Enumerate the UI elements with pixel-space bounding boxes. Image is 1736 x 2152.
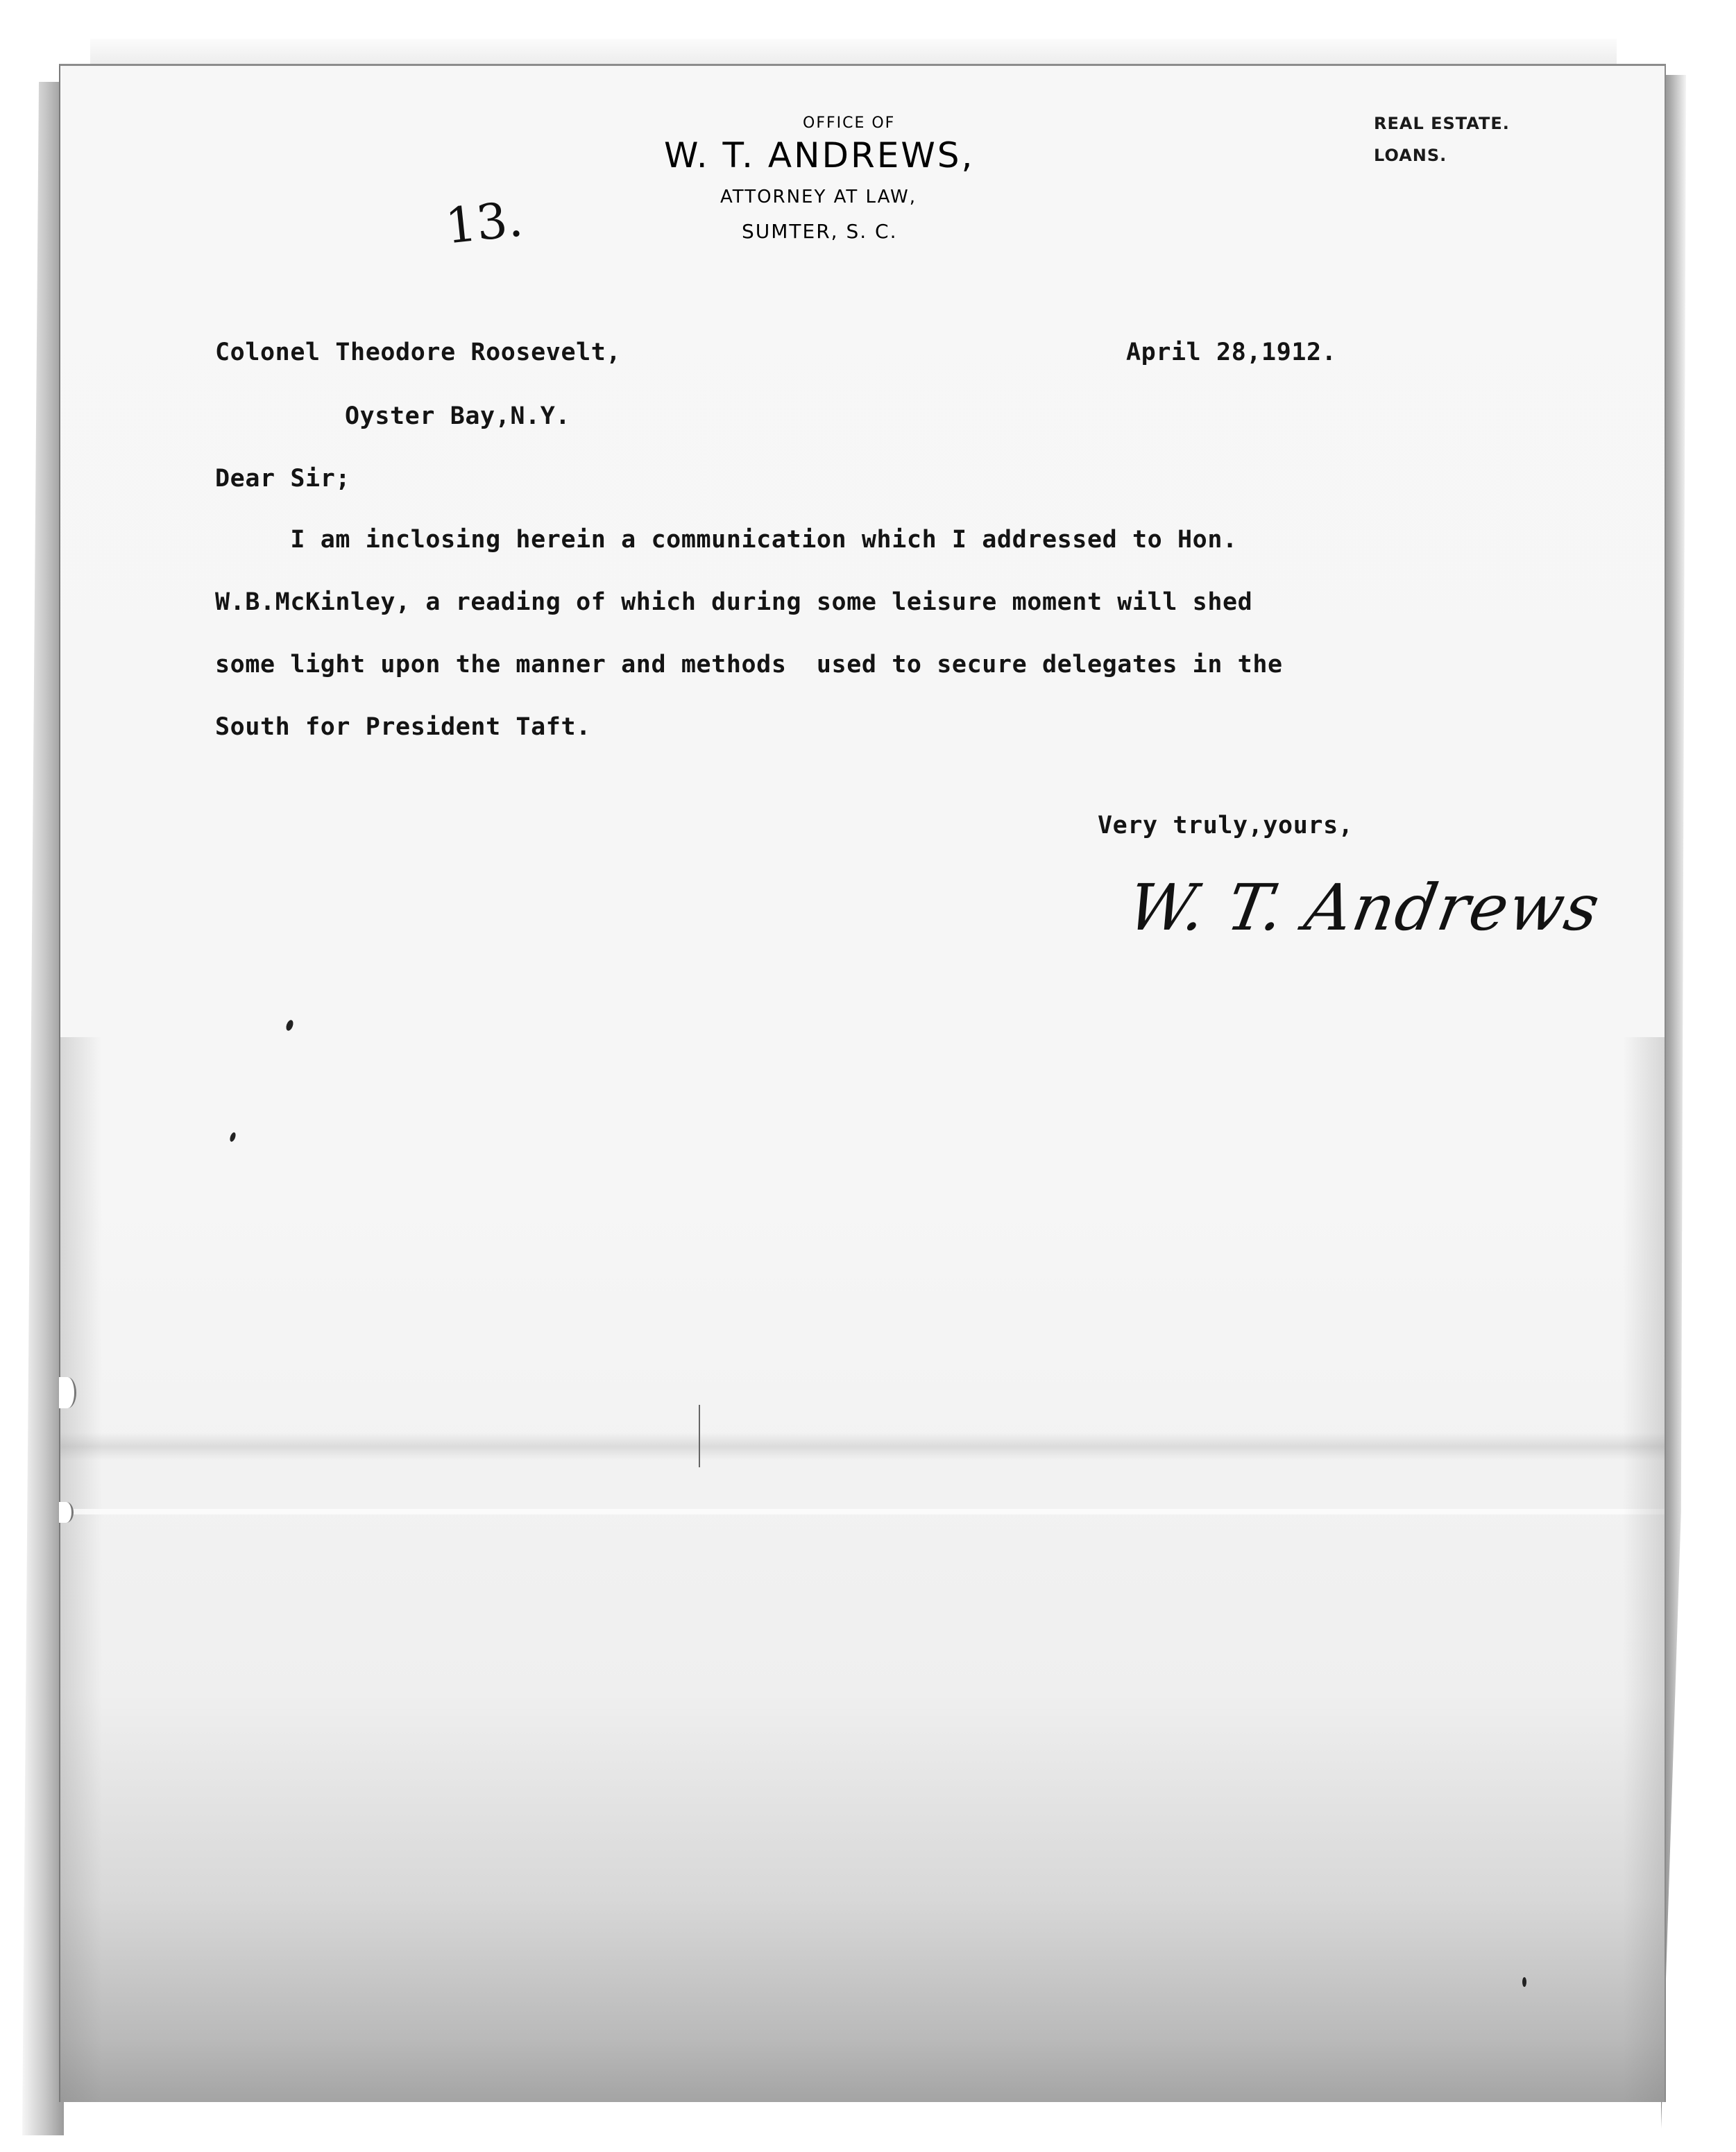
under-sheet-shadow-top xyxy=(90,39,1617,65)
letterhead-office-of: OFFICE OF xyxy=(803,114,896,132)
paper-tear xyxy=(59,1377,76,1408)
body-line: South for President Taft. xyxy=(215,713,591,741)
ink-spot xyxy=(1522,1977,1526,1987)
salutation: Dear Sir; xyxy=(215,465,351,493)
body-line: some light upon the manner and methods used to secure delegates in the xyxy=(215,651,1283,678)
ink-spot xyxy=(229,1131,237,1143)
service-loans: LOANS. xyxy=(1374,146,1447,165)
paper-tear xyxy=(59,1502,74,1523)
under-sheet-shadow-left xyxy=(22,82,64,2135)
letter-date: April 28,1912. xyxy=(1126,339,1337,366)
handwritten-file-number: 13. xyxy=(443,190,526,255)
body-line: I am inclosing herein a communication which I addressed to Hon. xyxy=(215,526,1238,554)
closing: Very truly,yours, xyxy=(1098,812,1354,839)
letter-page xyxy=(59,64,1666,2102)
recipient-name: Colonel Theodore Roosevelt, xyxy=(215,339,622,366)
recipient-address: Oyster Bay,N.Y. xyxy=(345,402,571,430)
letterhead-name: W. T. ANDREWS, xyxy=(664,135,975,176)
body-line: W.B.McKinley, a reading of which during some leisure moment will shed xyxy=(215,588,1253,616)
service-real-estate: REAL ESTATE. xyxy=(1374,114,1510,133)
fold-crease xyxy=(60,1433,1665,1460)
fold-highlight xyxy=(60,1509,1665,1514)
letterhead-title: ATTORNEY AT LAW, xyxy=(720,187,917,207)
crease-mark xyxy=(699,1405,700,1467)
letterhead-city: SUMTER, S. C. xyxy=(742,220,898,243)
handwritten-signature: W. T. Andrews xyxy=(1122,871,1606,945)
ink-spot xyxy=(285,1019,295,1032)
letterhead-services xyxy=(1374,108,1510,171)
